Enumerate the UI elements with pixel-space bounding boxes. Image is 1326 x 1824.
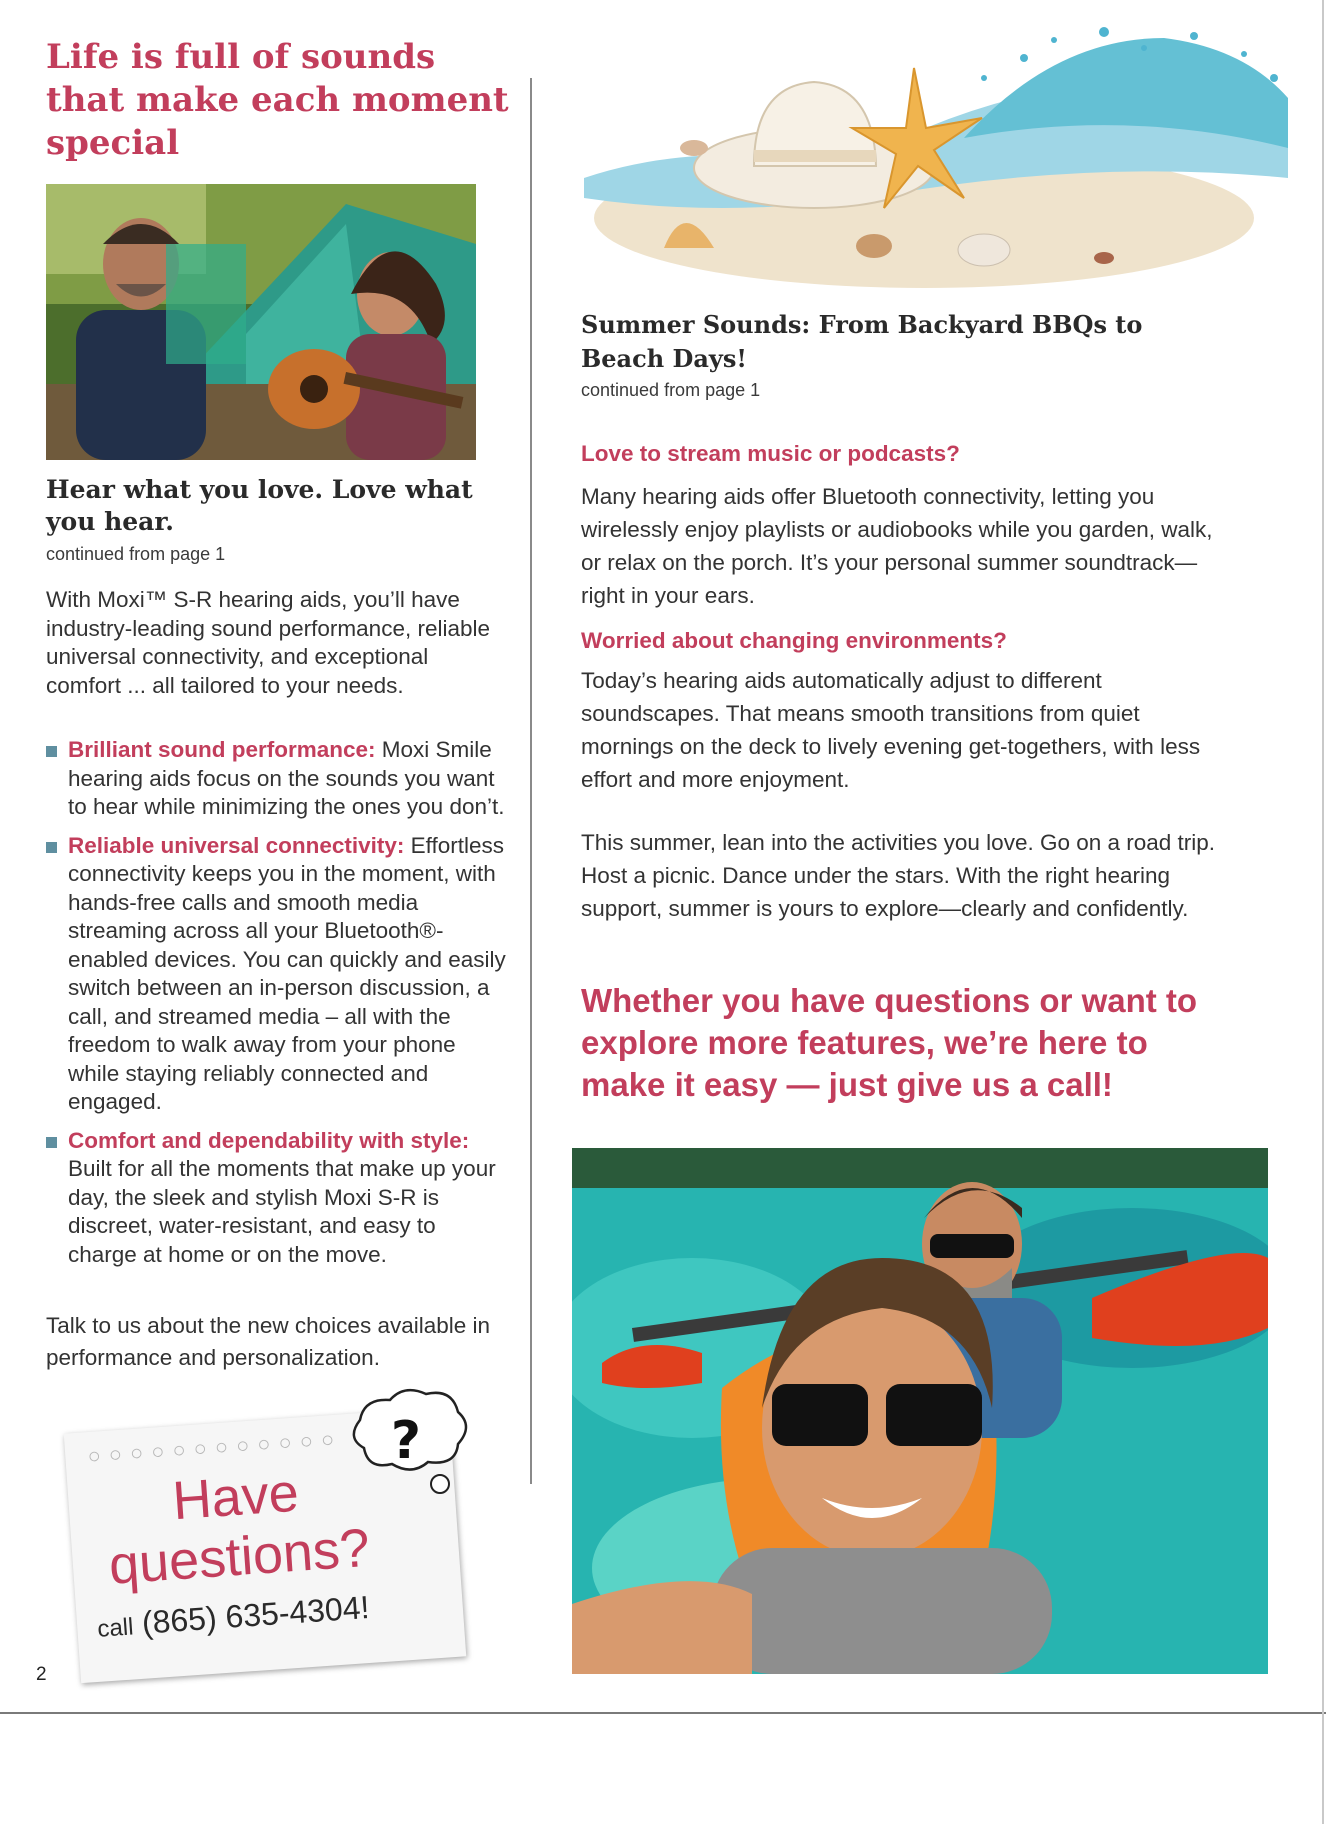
environments-heading: Worried about changing environments?	[581, 628, 1007, 653]
thought-bubble-icon	[344, 1388, 474, 1498]
left-subhead: Hear what you love. Love what you hear.	[46, 475, 473, 536]
notepad-holes: ○ ○ ○ ○ ○ ○ ○ ○ ○ ○ ○ ○	[88, 1428, 334, 1466]
feature-text: Moxi Smile hearing aids focus on the sounds you want to hear while minimizing the ones you don’t.	[68, 737, 505, 819]
stream-heading: Love to stream music or podcasts?	[581, 441, 960, 466]
right-subhead: Summer Sounds: From Backyard BBQs to Beach Days!	[581, 310, 1143, 373]
kayak-photo	[572, 1148, 1268, 1674]
camping-photo	[46, 184, 476, 460]
feature-item	[46, 832, 506, 1117]
summer-paragraph: This summer, lean into the activities you love. Go on a road trip. Host a picnic. Dance under the stars. With the right hearing support, summer is yours to explore—clearly and confidently.	[581, 830, 1216, 921]
bullet-square-icon	[46, 1137, 57, 1148]
feature-item	[46, 1127, 506, 1270]
left-continued-note: continued from page 1	[46, 544, 226, 564]
feature-text: Effortless connectivity keeps you in the moment, with hands-free calls and smooth media streaming across all your Bluetooth®-enabled devices. You can quickly and easily switch between an in-person discussion, a call, and streamed media – all with the freedom to walk away from your phone while staying reliably connected and engaged.	[68, 832, 506, 1114]
bubble-question-mark: ?	[390, 1411, 422, 1471]
feature-title: Reliable universal connectivity:	[68, 832, 405, 858]
feature-title: Brilliant sound performance:	[68, 737, 376, 762]
bullet-square-icon	[46, 746, 57, 757]
feature-title: Comfort and dependability with style:	[68, 1127, 470, 1153]
phone-number[interactable]: (865) 635-4304!	[140, 1588, 371, 1641]
left-outro: Talk to us about the new choices available in performance and personalization.	[46, 1313, 491, 1370]
feature-text: Built for all the moments that make up your day, the sleek and stylish Moxi S-R is discreet, water-resistant, and easy to charge at home or on the move.	[68, 1156, 496, 1267]
environments-text: Today’s hearing aids automatically adjust to different soundscapes. That means smooth transitions from quiet mornings on the deck to lively evening get-togethers, with less effort and more enjoyment.	[581, 668, 1201, 792]
callout-line1: Have	[170, 1462, 301, 1532]
call-word: call	[96, 1613, 135, 1643]
closing-message: Whether you have questions or want to explore more features, we’re here to make it easy — just give us a call!	[581, 982, 1198, 1103]
page-headline: Life is full of sounds that make each moment special	[46, 37, 509, 163]
beach-illustration	[584, 18, 1288, 298]
column-divider	[530, 78, 532, 1484]
stream-text: Many hearing aids offer Bluetooth connectivity, letting you wirelessly enjoy playlists or audiobooks while you garden, walk, or relax on the porch. It’s your personal summer soundtrack—right in your ears.	[581, 484, 1213, 608]
page-right-edge	[1322, 0, 1324, 1824]
right-continued-note: continued from page 1	[581, 380, 761, 400]
callout-line2: questions?	[106, 1517, 372, 1596]
feature-list	[46, 736, 506, 1279]
page-bottom-edge	[0, 1712, 1326, 1714]
page-number: 2	[36, 1664, 47, 1685]
feature-item	[46, 736, 506, 822]
callout-phone-line[interactable]	[96, 1589, 371, 1645]
bullet-square-icon	[46, 842, 57, 853]
left-intro: With Moxi™ S-R hearing aids, you’ll have industry-leading sound performance, reliable universal connectivity, and exceptional comfort ... all tailored to your needs.	[46, 587, 491, 698]
